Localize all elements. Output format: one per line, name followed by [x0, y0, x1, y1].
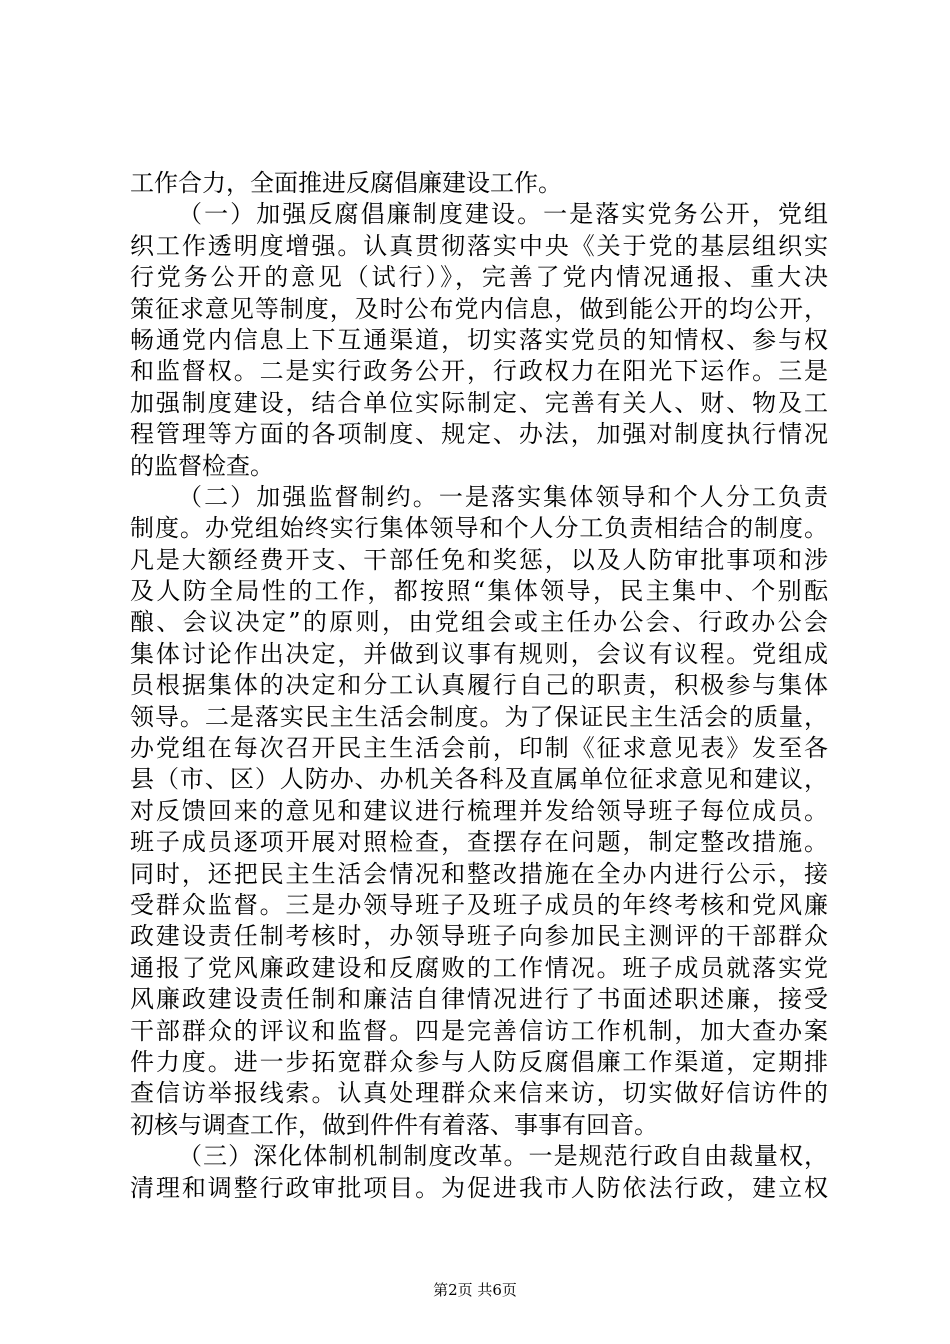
- text-line: 查信访举报线索。认真处理群众来信来访，切实做好信访件的: [130, 1079, 828, 1108]
- text-line: 策征求意见等制度，及时公布党内信息，做到能公开的均公开，: [130, 294, 828, 323]
- text-line: 干部群众的评议和监督。四是完善信访工作机制，加大查办案: [130, 1016, 828, 1045]
- text-line: 集体讨论作出决定，并做到议事有规则，会议有议程。党组成: [130, 639, 828, 668]
- text-line: 织工作透明度增强。认真贯彻落实中央《关于党的基层组织实: [130, 231, 828, 260]
- text-line: （二）加强监督制约。一是落实集体领导和个人分工负责: [178, 482, 828, 511]
- page-footer: 第2页 共6页: [433, 1281, 517, 1299]
- text-line: 领导。二是落实民主生活会制度。为了保证民主生活会的质量，: [130, 702, 828, 731]
- text-line: 工作合力，全面推进反腐倡廉建设工作。: [130, 169, 562, 197]
- text-line: 的监督检查。: [130, 451, 274, 480]
- text-line: 受群众监督。三是办领导班子及班子成员的年终考核和党风廉: [130, 890, 828, 919]
- text-line: 及人防全局性的工作，都按照“集体领导，民主集中、个别酝: [130, 577, 828, 606]
- text-line: （三）深化体制机制制度改革。一是规范行政自由裁量权，: [178, 1142, 828, 1171]
- text-line: 班子成员逐项开展对照检查，查摆存在问题，制定整改措施。: [130, 828, 828, 857]
- text-line: 风廉政建设责任制和廉洁自律情况进行了书面述职述廉，接受: [130, 985, 828, 1014]
- text-line: 同时，还把民主生活会情况和整改措施在全办内进行公示，接: [130, 859, 828, 888]
- text-line: 初核与调查工作，做到件件有着落、事事有回音。: [130, 1110, 658, 1139]
- text-line: 酿、会议决定”的原则，由党组会或主任办公会、行政办公会: [130, 608, 828, 637]
- text-line: 办党组在每次召开民主生活会前，印制《征求意见表》发至各: [130, 734, 828, 763]
- text-line: 对反馈回来的意见和建议进行梳理并发给领导班子每位成员。: [130, 796, 828, 825]
- body-text: [130, 168, 828, 1204]
- text-line: 通报了党风廉政建设和反腐败的工作情况。班子成员就落实党: [130, 953, 828, 982]
- text-line: 制度。办党组始终实行集体领导和个人分工负责相结合的制度。: [130, 514, 828, 543]
- text-line: 件力度。进一步拓宽群众参与人防反腐倡廉工作渠道，定期排: [130, 1047, 828, 1076]
- text-line: 凡是大额经费开支、干部任免和奖惩，以及人防审批事项和涉: [130, 545, 828, 574]
- text-line: 加强制度建设，结合单位实际制定、完善有关人、财、物及工: [130, 388, 828, 417]
- text-line: 员根据集体的决定和分工认真履行自己的职责，积极参与集体: [130, 671, 828, 700]
- text-line: 清理和调整行政审批项目。为促进我市人防依法行政，建立权: [130, 1173, 828, 1202]
- text-line: 畅通党内信息上下互通渠道，切实落实党员的知情权、参与权: [130, 325, 828, 354]
- text-line: （一）加强反腐倡廉制度建设。一是落实党务公开，党组: [178, 200, 828, 229]
- text-line: 和监督权。二是实行政务公开，行政权力在阳光下运作。三是: [130, 357, 828, 386]
- text-line: 行党务公开的意见（试行）》，完善了党内情况通报、重大决: [130, 263, 828, 292]
- text-line: 县（市、区）人防办、办机关各科及直属单位征求意见和建议，: [130, 765, 828, 794]
- text-line: 程管理等方面的各项制度、规定、办法，加强对制度执行情况: [130, 420, 828, 449]
- text-line: 政建设责任制考核时，办领导班子向参加民主测评的干部群众: [130, 922, 828, 951]
